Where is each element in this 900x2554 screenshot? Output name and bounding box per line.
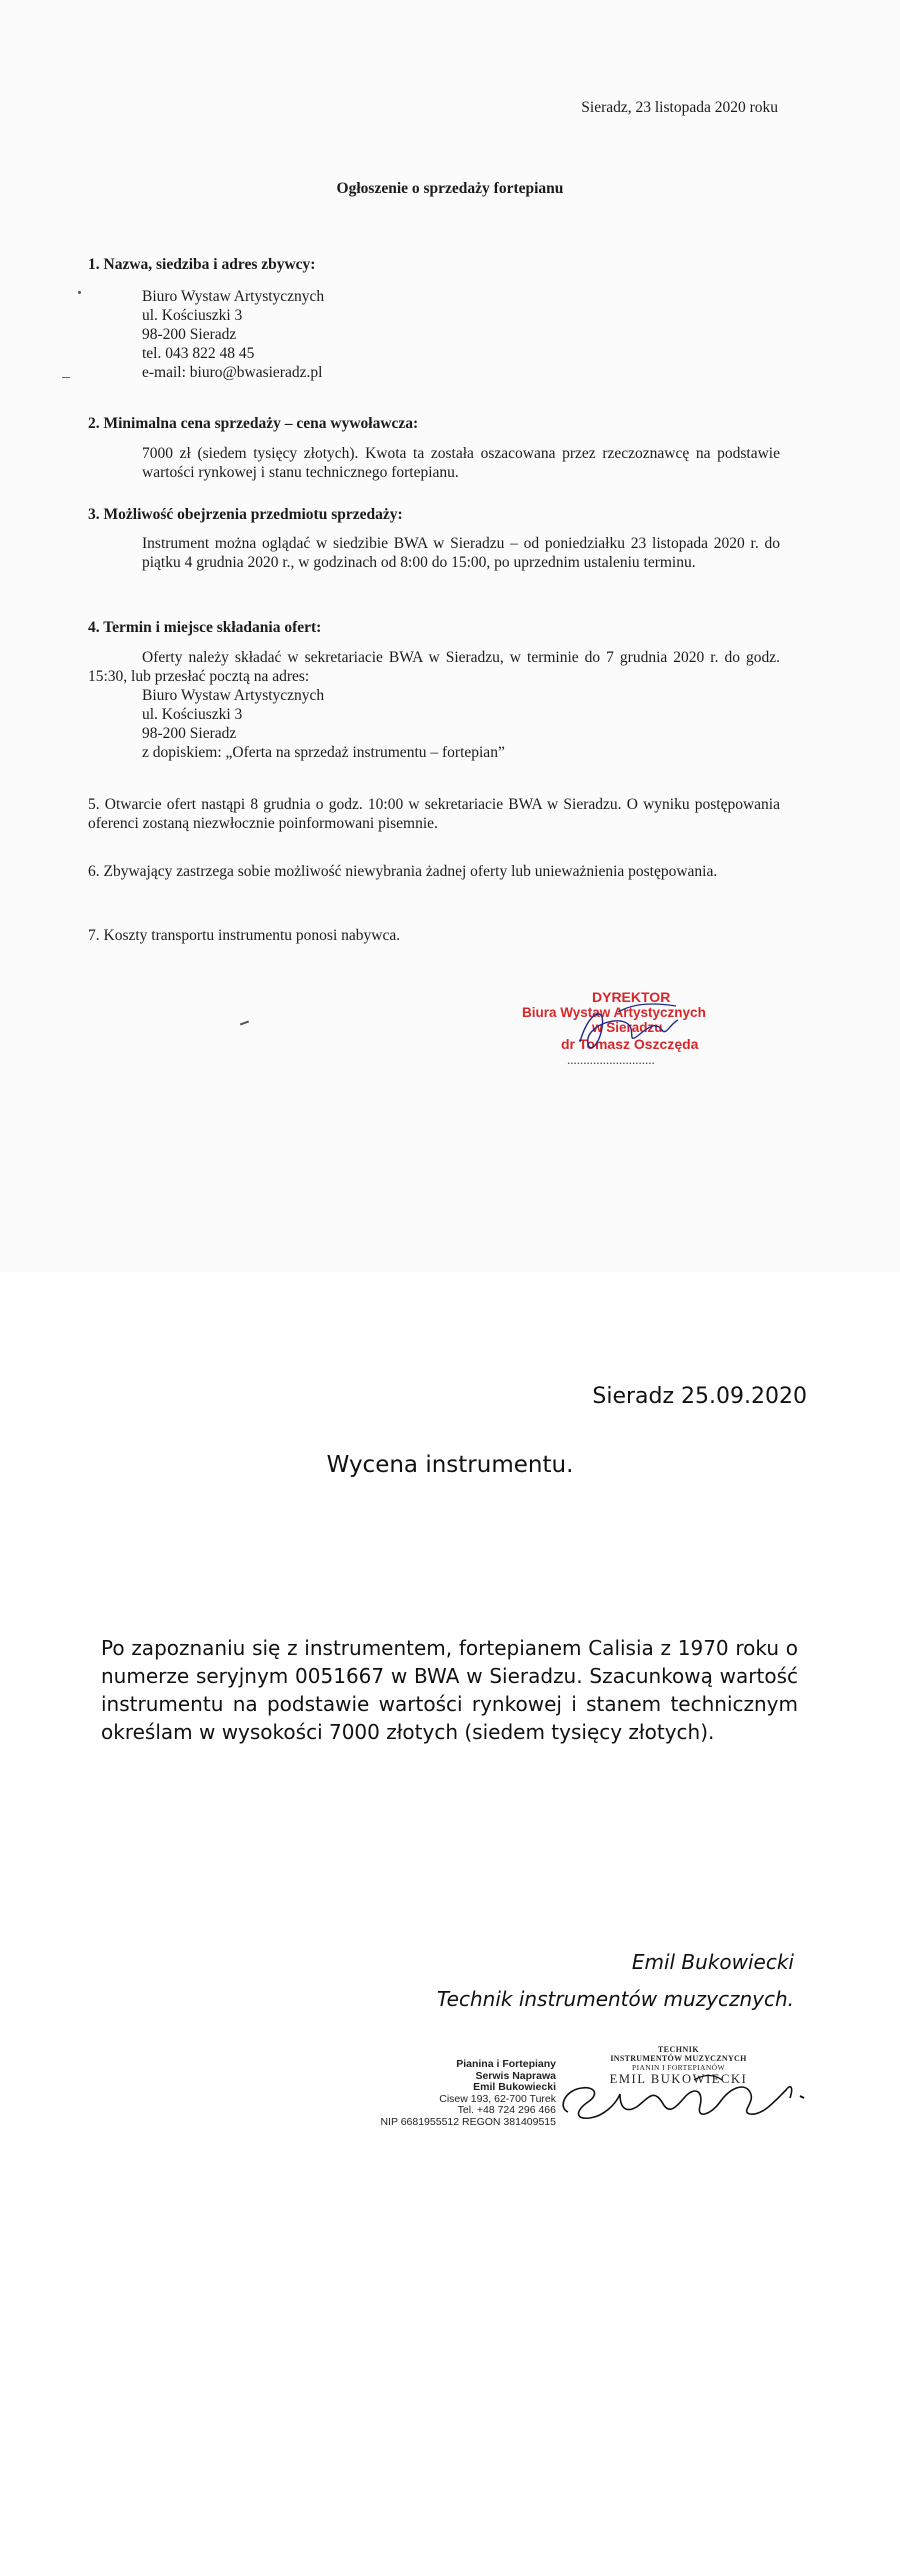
address-line: e-mail: biuro@bwasieradz.pl — [142, 364, 323, 381]
stamp-line: NIP 6681955512 REGON 381409515 — [380, 2115, 556, 2128]
scan-speck — [78, 291, 81, 294]
offer-address — [142, 686, 505, 762]
section4-heading: 4. Termin i miejsce składania ofert: — [88, 619, 322, 636]
stamp-name: dr Tomasz Oszczęda — [561, 1036, 699, 1052]
announcement-date: Sieradz, 23 listopada 2020 roku — [581, 99, 778, 116]
stamp-city: w Sieradzu — [592, 1020, 663, 1035]
section6-text: 6. Zbywający zastrzega sobie możliwość niewybrania żadnej oferty lub unieważnienia postępowania. — [88, 863, 718, 880]
stamp-dots: ........................... — [567, 1052, 655, 1067]
section1-heading: 1. Nazwa, siedziba i adres zbywcy: — [88, 256, 316, 273]
section2-heading: 2. Minimalna cena sprzedaży – cena wywoławcza: — [88, 415, 419, 432]
stamp-line: Emil Bukowiecki — [473, 2081, 556, 2093]
address-line: Biuro Wystaw Artystycznych — [142, 687, 325, 704]
stamp-line: Pianina i Fortepiany — [456, 2058, 556, 2070]
section7-text: 7. Koszty transportu instrumentu ponosi nabywca. — [88, 927, 401, 944]
stamp-line: Cisew 193, 62-700 Turek — [439, 2092, 556, 2105]
address-line: tel. 043 822 48 45 — [142, 345, 255, 362]
section5-text: 5. Otwarcie ofert nastąpi 8 grudnia o godz. 10:00 w sekretariacie BWA w Sieradzu. O wyniku postępowania oferenci zostaną niezwłocznie poinformowani pisemnie. — [88, 796, 780, 832]
address-line: 98-200 Sieradz — [142, 725, 237, 742]
valuation-title: Wycena instrumentu. — [326, 1452, 574, 1478]
section2-text: 7000 zł (siedem tysięcy złotych). Kwota ta została oszacowana przez rzeczoznawcę na podstawie wartości rynkowej i stanu technicznego fortepianu. — [142, 445, 780, 481]
address-line: ul. Kościuszki 3 — [142, 307, 243, 324]
stamp-title: DYREKTOR — [592, 989, 671, 1005]
seller-address — [142, 287, 324, 382]
stamp-line: PIANIN I FORTEPIANÓW — [632, 2063, 725, 2072]
valuation-body: Po zapoznaniu się z instrumentem, fortepianem Calisia z 1970 roku o numerze seryjnym 0051667 w BWA w Sieradzu. Szacunkową wartość instrumentu na podstawie wartości rynkowej i stanem technicznym określam w wysokości 7000 złotych (siedem tysięcy złotych). — [101, 1636, 798, 1744]
valuer-signature-icon — [554, 2068, 824, 2138]
section4-text: Oferty należy składać w sekretariacie BWA w Sieradzu, w terminie do 7 grudnia 2020 r. do godz. 15:30, lub przesłać pocztą na adres: — [88, 649, 780, 685]
stamp-line: Tel. +48 724 296 466 — [457, 2104, 556, 2116]
section3-heading: 3. Możliwość obejrzenia przedmiotu sprzedaży: — [88, 506, 403, 523]
page-announcement — [0, 0, 900, 1273]
address-line: z dopiskiem: „Oferta na sprzedaż instrumentu – fortepian” — [142, 744, 505, 761]
address-line: Biuro Wystaw Artystycznych — [142, 288, 325, 305]
scan-speck — [240, 1021, 249, 1026]
stamp-line: Serwis Naprawa — [475, 2069, 556, 2082]
address-line: ul. Kościuszki 3 — [142, 706, 243, 723]
valuation-date: Sieradz 25.09.2020 — [592, 1384, 807, 1409]
business-stamp — [336, 2059, 556, 2128]
stamp-line: TECHNIK — [657, 2045, 700, 2054]
section3-text: Instrument można oglądać w siedzibie BWA w Sieradzu – od poniedziałku 23 listopada 2020 r. do piątku 4 grudnia 2020 r., w godzinach od 8:00 do 15:00, po uprzednim ustaleniu terminu. — [142, 535, 780, 571]
scan-speck — [62, 377, 70, 378]
director-signature-icon — [558, 994, 708, 1064]
director-stamp — [508, 990, 758, 1068]
stamp-line: EMIL BUKOWIECKI — [609, 2072, 748, 2086]
address-line: 98-200 Sieradz — [142, 326, 237, 343]
signer-title: Technik instrumentów muzycznych. — [436, 1987, 794, 2011]
stamp-line: INSTRUMENTÓW MUZYCZNYCH — [610, 2054, 747, 2063]
signer-name: Emil Bukowiecki — [631, 1950, 794, 1974]
announcement-title: Ogłoszenie o sprzedaży fortepianu — [336, 180, 564, 197]
stamp-institution: Biura Wystaw Artystycznych — [522, 1005, 706, 1020]
